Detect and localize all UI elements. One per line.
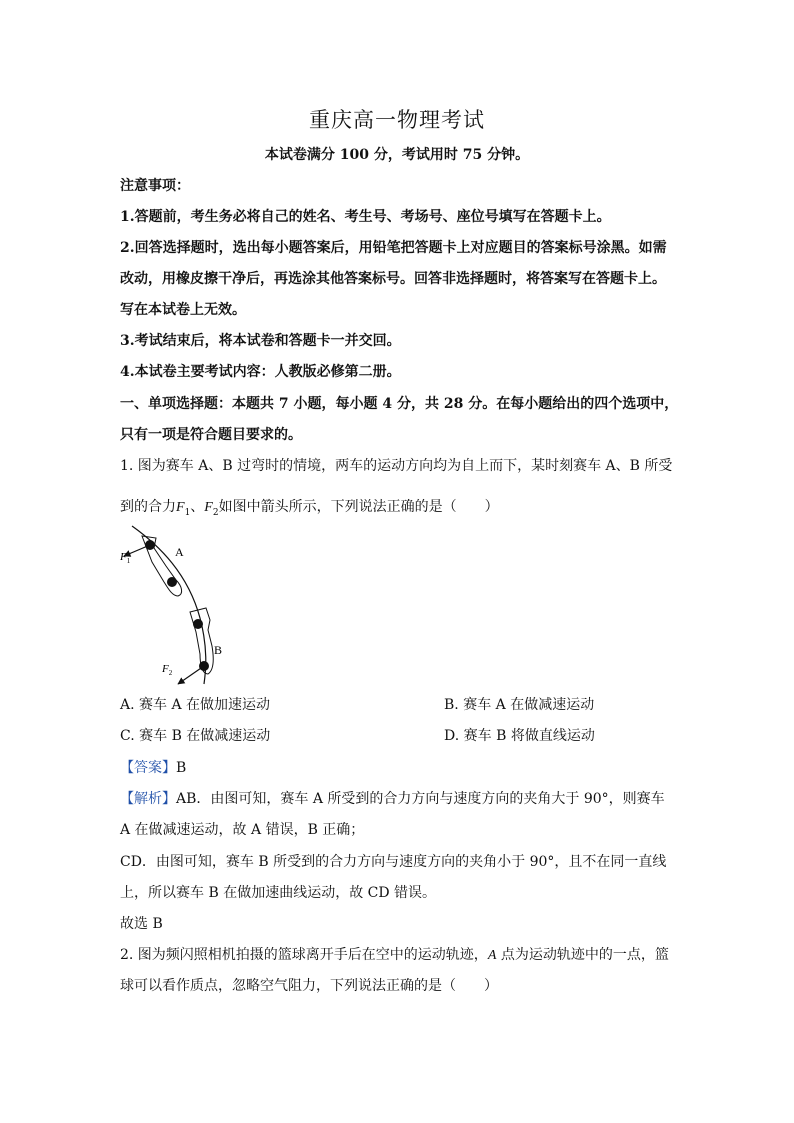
note-1: 1.答题前，考生务必将自己的姓名、考生号、考场号、座位号填写在答题卡上。 <box>120 209 611 225</box>
option-a: A. 赛车 A 在做加速运动 <box>120 697 271 713</box>
car-a-dot-2 <box>167 577 177 587</box>
f1-label <box>119 551 131 565</box>
note-2-cont: 改动，用橡皮擦干净后，再选涂其他答案标号。回答非选择题时，将答案写在答题卡上。 <box>120 271 666 287</box>
section-heading-cont: 只有一项是符合题目要求的。 <box>120 427 302 443</box>
analysis-line-4: 上，所以赛车 B 在做加速曲线运动，故 CD 错误。 <box>120 885 437 901</box>
note-2: 2.回答选择题时，选出每小题答案后，用铅笔把答题卡上对应题目的答案标号涂黑。如需 <box>120 240 667 256</box>
section-heading: 一、单项选择题：本题共 7 小题，每小题 4 分，共 28 分。在每小题给出的四个选项中， <box>120 396 679 412</box>
exam-subtitle: 本试卷满分 100 分，考试用时 75 分钟。 <box>264 147 530 163</box>
analysis-tag: 【解析】 <box>120 791 176 807</box>
analysis-text-1: AB．由图可知，赛车 A 所受到的合力方向与速度方向的夹角大于 90°，则赛车 <box>176 791 665 807</box>
car-a-label: A <box>175 545 184 559</box>
race-car-figure <box>118 524 228 689</box>
force-f1-arrow <box>124 545 150 556</box>
answer-value: B <box>176 760 187 776</box>
force-f2-symbol: F <box>204 500 213 515</box>
car-b-dot-1 <box>193 619 203 629</box>
analysis-line-1 <box>120 789 680 809</box>
car-b-label: B <box>214 643 223 657</box>
force-f2-arrow <box>178 666 204 684</box>
option-b: B. 赛车 A 在做减速运动 <box>444 697 595 713</box>
question-1-stem: 1. 图为赛车 A、B 过弯时的情境，两车的运动方向均为自上而下，某时刻赛车 A、B 所受 <box>120 458 673 474</box>
note-2-end: 写在本试卷上无效。 <box>120 302 246 318</box>
analysis-line-2: A 在做减速运动，故 A 错误，B 正确； <box>120 822 365 838</box>
stem-text-end: 如图中箭头所示，下列说法正确的是（ ） <box>218 499 499 515</box>
f2-label-sub: 2 <box>168 669 173 677</box>
question-2-stem <box>120 945 680 966</box>
f1-label-sub: 1 <box>126 557 131 565</box>
notes-heading: 注意事项： <box>120 178 190 194</box>
note-3: 3.考试结束后，将本试卷和答题卡一并交回。 <box>120 333 401 349</box>
question-2-stem-cont: 球可以看作质点，忽略空气阻力，下列说法正确的是（ ） <box>120 978 498 994</box>
q2-text-pre: 2. 图为频闪照相机拍摄的篮球离开手后在空中的运动轨迹， <box>120 947 488 963</box>
track-curve <box>132 526 206 684</box>
force-f1-symbol: F <box>176 500 185 515</box>
q2-text-post: 点为运动轨迹中的一点，篮 <box>496 947 669 963</box>
stem-text: 到的合力 <box>120 499 176 515</box>
note-4: 4.本试卷主要考试内容：人教版必修第二册。 <box>120 364 401 380</box>
f2-label-letter: F <box>162 663 169 675</box>
force-f1-subscript: 1 <box>184 508 191 518</box>
q2-point-a: A <box>487 948 497 963</box>
analysis-line-5: 故选 B <box>120 916 163 932</box>
f2-label <box>161 663 173 677</box>
option-d: D. 赛车 B 将做直线运动 <box>444 728 595 744</box>
question-1-stem-cont <box>120 497 680 523</box>
page-title: 重庆高一物理考试 <box>309 108 485 132</box>
answer-line <box>120 758 680 778</box>
force-f2-subscript: 2 <box>212 508 219 518</box>
analysis-line-3: CD．由图可知，赛车 B 所受到的合力方向与速度方向的夹角小于 90°，且不在同一直线 <box>120 854 667 870</box>
answer-tag: 【答案】 <box>120 760 176 776</box>
f1-label-letter: F <box>120 551 127 563</box>
option-c: C. 赛车 B 在做减速运动 <box>120 728 271 744</box>
stem-separator: 、 <box>190 499 205 515</box>
